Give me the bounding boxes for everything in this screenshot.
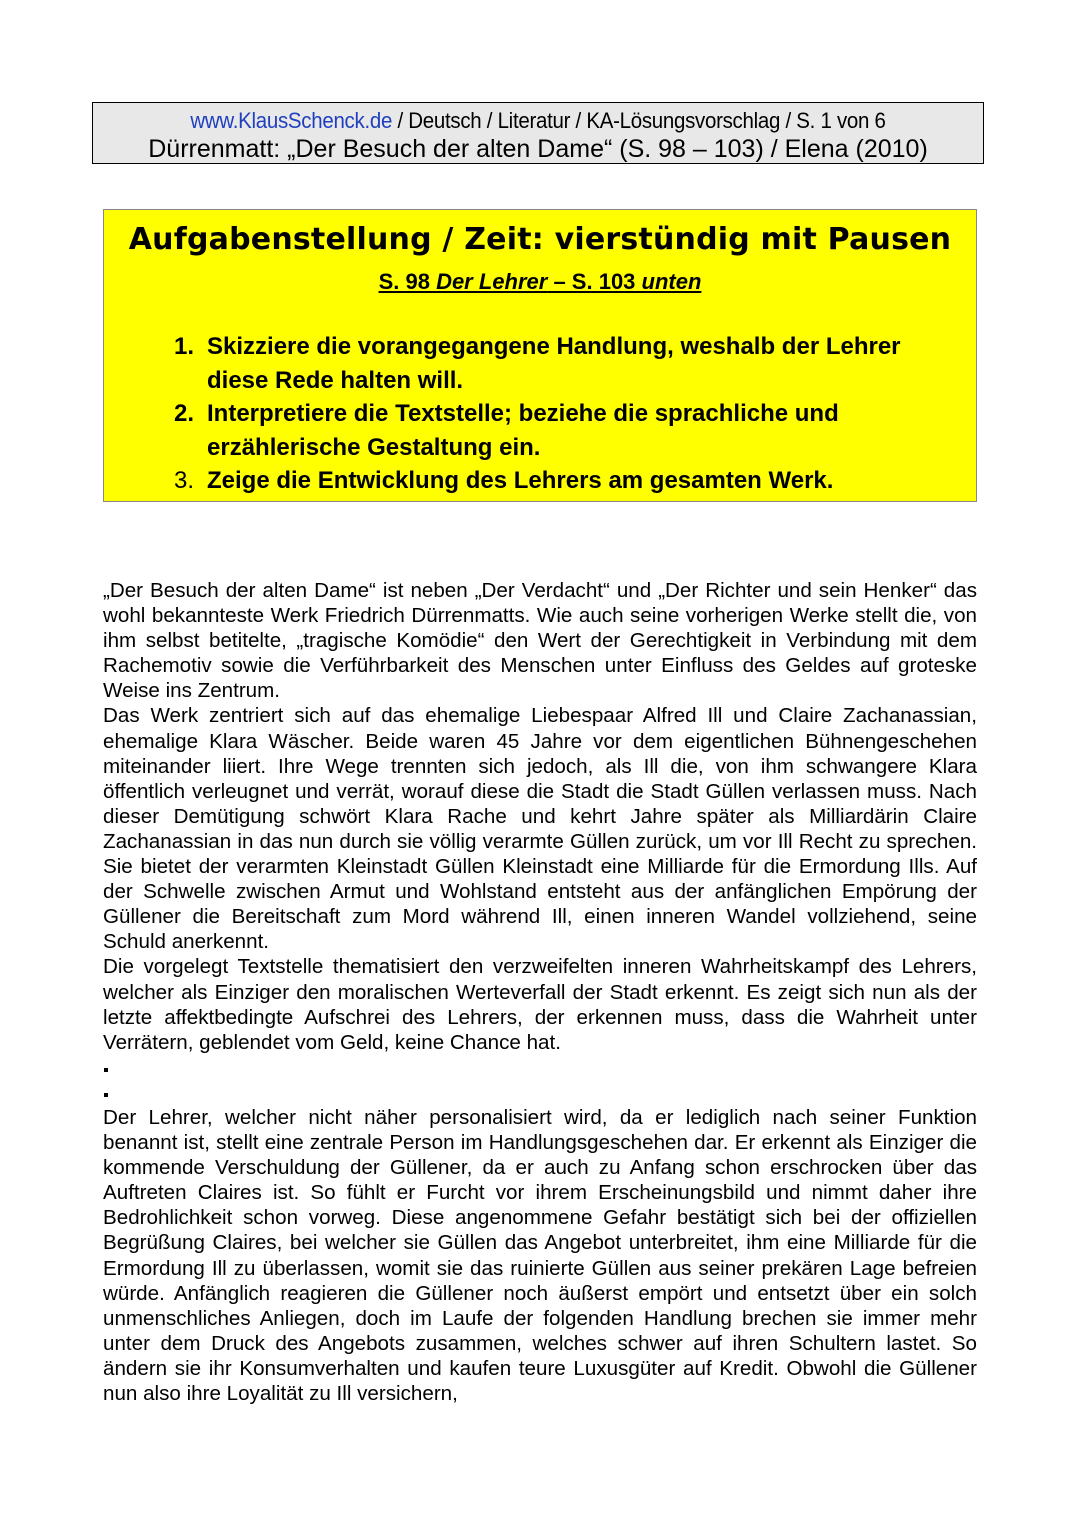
task-item-text: Interpretiere die Textstelle; beziehe die sprachliche und erzählerische Gestaltung ein. [207, 400, 839, 461]
task-item-number: 2. [174, 400, 195, 427]
paragraph: Der Lehrer, welcher nicht näher personalisiert wird, da er lediglich nach seiner Funktion benannt ist, stellt eine zentrale Person im Handlungsgeschehen dar. Er erkennt als Einziger die kommende Verschuldung der Güllener, da er auch zu Anfang schon erschrocken über das Auftreten Claires ist. So fühlt er Furcht vor ihrem Erscheinungsbild und nimmt daher ihre Bedrohlichkeit schon vorweg. Diese angenommene Gefahr bestätigt sich bei der offiziellen Begrüßung Claires, bei welcher sie Güllen das Angebot unterbreitet, ihm eine Milliarde für die Ermordung Ill zu überlassen, womit sie das ruinierte Güllen aus seiner prekären Lage befreien würde. Anfänglich reagieren die Güllener noch äußerst empört und entsetzt über ein solch unmenschliches Anliegen, doch im Laufe der folgenden Handlung brechen sie immer mehr unter dem Druck des Angebots zusammen, welches schwer auf ihren Schultern lastet. So ändern sie ihr Konsumverhalten und kaufen teure Luxusgüter auf Kredit. Obwohl die Güllener nun also ihre Loyalität zu Ill versichern, [103, 1105, 977, 1405]
body-text [103, 578, 977, 1406]
header-meta: / Deutsch / Literatur / KA-Lösungsvorschlag / S. 1 von 6 [392, 108, 886, 133]
paragraph: Die vorgelegt Textstelle thematisiert den verzweifelten inneren Wahrheitskampf des Lehrers, welcher als Einziger den moralischen Werteverfall der Stadt erkennt. Es zeigt sich nun als der letzte affektbedingte Aufschrei des Lehrers, der erkennen muss, dass die Wahrheit unter Verrätern, geblendet vom Geld, keine Chance hat. [103, 955, 977, 1054]
bullet-dot [103, 1080, 977, 1105]
task-item [174, 397, 956, 464]
task-item-text: Skizziere die vorangegangene Handlung, weshalb der Lehrer diese Rede halten will. [207, 333, 901, 394]
task-box [103, 209, 977, 502]
task-item-number: 3. [174, 467, 195, 494]
task-subtitle-part: – S. 103 [547, 269, 642, 294]
task-list [174, 330, 956, 498]
task-item-number: 1. [174, 333, 195, 360]
task-item [174, 464, 956, 498]
task-subtitle [104, 269, 976, 295]
paragraph: „Der Besuch der alten Dame“ ist neben „Der Verdacht“ und „Der Richter und sein Henker“ das wohl bekannteste Werk Friedrich Dürrenmatts. Wie auch seine vorherigen Werke stellt die, von ihm selbst betitelte, „tragische Komödie“ den Wert der Gerechtigkeit in Verbindung mit dem Rachemotiv sowie die Verführbarkeit des Menschen unter Einfluss des Geldes auf groteske Weise ins Zentrum. [103, 579, 977, 703]
paragraph: Das Werk zentriert sich auf das ehemalige Liebespaar Alfred Ill und Claire Zachanassian, ehemalige Klara Wäscher. Beide waren 45 Jahre vor dem eigentlichen Bühnengeschehen miteinander liiert. Ihre Wege trennten sich jedoch, als Ill die, von ihm schwangere Klara öffentlich verleugnet und verrät, worauf diese die Stadt die Stadt Güllen verlassen muss. Nach dieser Demütigung schwört Klara Rache und kehrt Jahre später als Milliardärin Claire Zachanassian in das nun durch sie völlig verarmte Güllen zurück, um vor Ill Recht zu sprechen. Sie bietet der verarmten Kleinstadt Güllen Kleinstadt eine Milliarde für die Ermordung Ills. Auf der Schwelle zwischen Armut und Wohlstand entsteht aus der anfänglichen Empörung der Güllener die Bereitschaft zum Mord während Ill, einen inneren Wandel vollziehend, seine Schuld anerkennt. [103, 704, 977, 954]
task-item [174, 330, 956, 397]
task-subtitle-part: Der Lehrer [436, 269, 548, 294]
page-header [92, 102, 984, 164]
header-meta-line [124, 108, 952, 134]
site-link[interactable]: www.KlausSchenck.de [190, 108, 393, 133]
task-title: Aufgabenstellung / Zeit: vierstündig mit Pausen [128, 222, 952, 257]
task-subtitle-part: unten [641, 269, 702, 294]
task-item-text: Zeige die Entwicklung des Lehrers am gesamten Werk. [207, 467, 834, 494]
task-subtitle-part: S. 98 [378, 269, 437, 294]
bullet-dot [103, 1055, 977, 1080]
document-title: Dürrenmatt: „Der Besuch der alten Dame“ (S. 98 – 103) / Elena (2010) [148, 135, 928, 163]
